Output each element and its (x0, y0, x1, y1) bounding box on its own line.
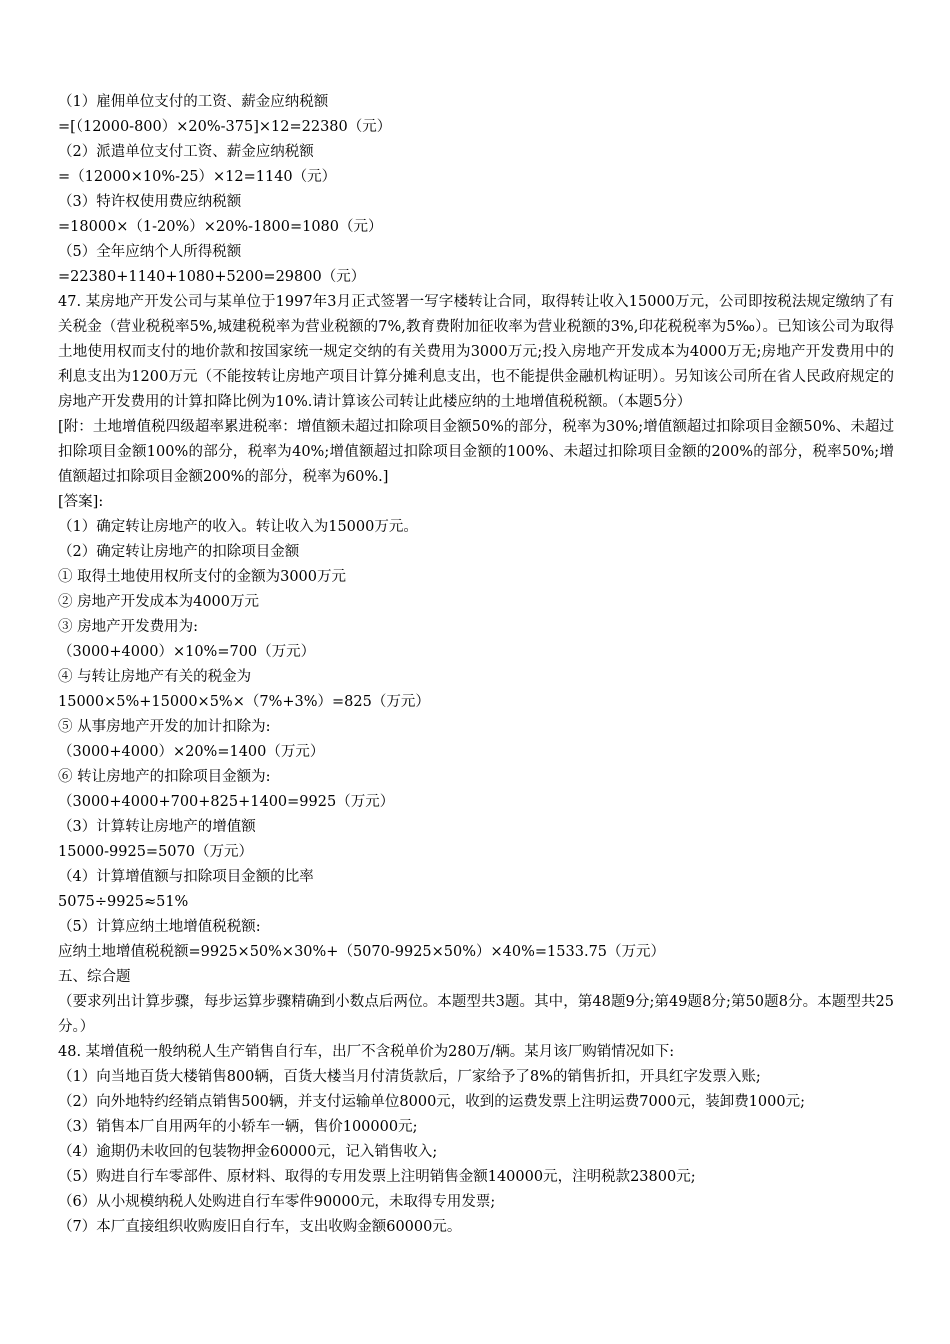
question-48-item: （4）逾期仍未收回的包装物押金60000元，记入销售收入; (58, 1144, 438, 1160)
text-line: （5）全年应纳个人所得税额 (58, 244, 242, 260)
answer-heading: [答案]: (58, 494, 104, 510)
text-line: （3）计算转让房地产的增值额 (58, 819, 256, 835)
text-line: ④ 与转让房地产有关的税金为 (58, 669, 252, 685)
text-line: （3000+4000+700+825+1400=9925（万元） (58, 794, 395, 810)
text-line: （3000+4000）×10%=700（万元） (58, 644, 316, 660)
question-48-item: （6）从小规模纳税人处购进自行车零件90000元，未取得专用发票; (58, 1194, 496, 1210)
text-line: 5075÷9925≈51% (58, 894, 189, 910)
text-line: （1）确定转让房地产的收入。转让收入为15000万元。 (58, 519, 418, 535)
text-line: （1）雇佣单位支付的工资、薪金应纳税额 (58, 94, 329, 110)
text-line: 15000-9925=5070（万元） (58, 844, 253, 860)
text-line: （5）计算应纳土地增值税税额: (58, 919, 261, 935)
text-line: （2）派遣单位支付工资、薪金应纳税额 (58, 144, 314, 160)
text-line: 应纳土地增值税税额=9925×50%×30%+（5070-9925×50%）×40%=1533.75（万元） (58, 944, 666, 960)
question-48-item: （3）销售本厂自用两年的小轿车一辆，售价100000元; (58, 1119, 418, 1135)
question-48-item: （2）向外地特约经销点销售500辆，并支付运输单位8000元，收到的运费发票上注明运费7000元，装卸费1000元; (58, 1094, 805, 1110)
question-48-item: （7）本厂直接组织收购废旧自行车，支出收购金额60000元。 (58, 1219, 462, 1235)
text-line: ① 取得土地使用权所支付的金额为3000万元 (58, 569, 347, 585)
text-line: =22380+1140+1080+5200=29800（元） (58, 269, 366, 285)
text-line: =18000×（1-20%）×20%-1800=1080（元） (58, 219, 383, 235)
question-48-item: （5）购进自行车零部件、原材料、取得的专用发票上注明销售金额140000元，注明税款23800元; (58, 1169, 696, 1185)
text-line: （2）确定转让房地产的扣除项目金额 (58, 544, 300, 560)
question-48-item: （1）向当地百货大楼销售800辆，百货大楼当月付清货款后，厂家给予了8%的销售折扣，开具红字发票入账; (58, 1069, 761, 1085)
section-note: （要求列出计算步骤，每步运算步骤精确到小数点后两位。本题型共3题。其中，第48题9分;第49题8分;第50题8分。本题型共25分。） (58, 994, 894, 1035)
text-line: =（12000×10%-25）×12=1140（元） (58, 169, 337, 185)
section-heading: 五、综合题 (58, 969, 131, 985)
text-line: ⑤ 从事房地产开发的加计扣除为: (58, 719, 271, 735)
text-line: （3000+4000）×20%=1400（万元） (58, 744, 325, 760)
text-line: ③ 房地产开发费用为: (58, 619, 198, 635)
text-line: （4）计算增值额与扣除项目金额的比率 (58, 869, 314, 885)
text-line: ② 房地产开发成本为4000万元 (58, 594, 260, 610)
text-line: ⑥ 转让房地产的扣除项目金额为: (58, 769, 271, 785)
question-47: 47. 某房地产开发公司与某单位于1997年3月正式签署一写字楼转让合同，取得转让收入15000万元，公司即按税法规定缴纳了有关税金（营业税税率5%,城建税税率为营业税额的7%,教育费附加征收率为营业税额的3%,印花税税率为5‰）。已知该公司为取得土地使用权而支付的地价款和按国家统一规定交纳的有关费用为3000万元;投入房地产开发成本为4000万无;房地产开发费用中的利息支出为1200万元（不能按转让房地产项目计算分摊利息支出，也不能提供金融机构证明）。另知该公司所在省人民政府规定的房地产开发费用的计算扣降比例为10%.请计算该公司转让此楼应纳的土地增值税税额。（本题5分） (58, 294, 894, 410)
text-line: （3）特许权使用费应纳税额 (58, 194, 242, 210)
text-line: 15000×5%+15000×5%×（7%+3%）=825（万元） (58, 694, 430, 710)
document-page (58, 90, 894, 1240)
attachment-tax-rates: [附：土地增值税四级超率累进税率：增值额未超过扣除项目金额50%的部分，税率为30%;增值额超过扣除项目金额50%、未超过扣除项目金额100%的部分，税率为40%;增值额超过扣除项目金额的100%、未超过扣除项目金额的200%的部分，税率50%;增值额超过扣除项目金额200%的部分，税率为60%.] (58, 419, 894, 485)
question-48: 48. 某增值税一般纳税人生产销售自行车，出厂不含税单价为280万/辆。某月该厂购销情况如下: (58, 1044, 675, 1060)
text-line: =[（12000-800）×20%-375]×12=22380（元） (58, 119, 392, 135)
